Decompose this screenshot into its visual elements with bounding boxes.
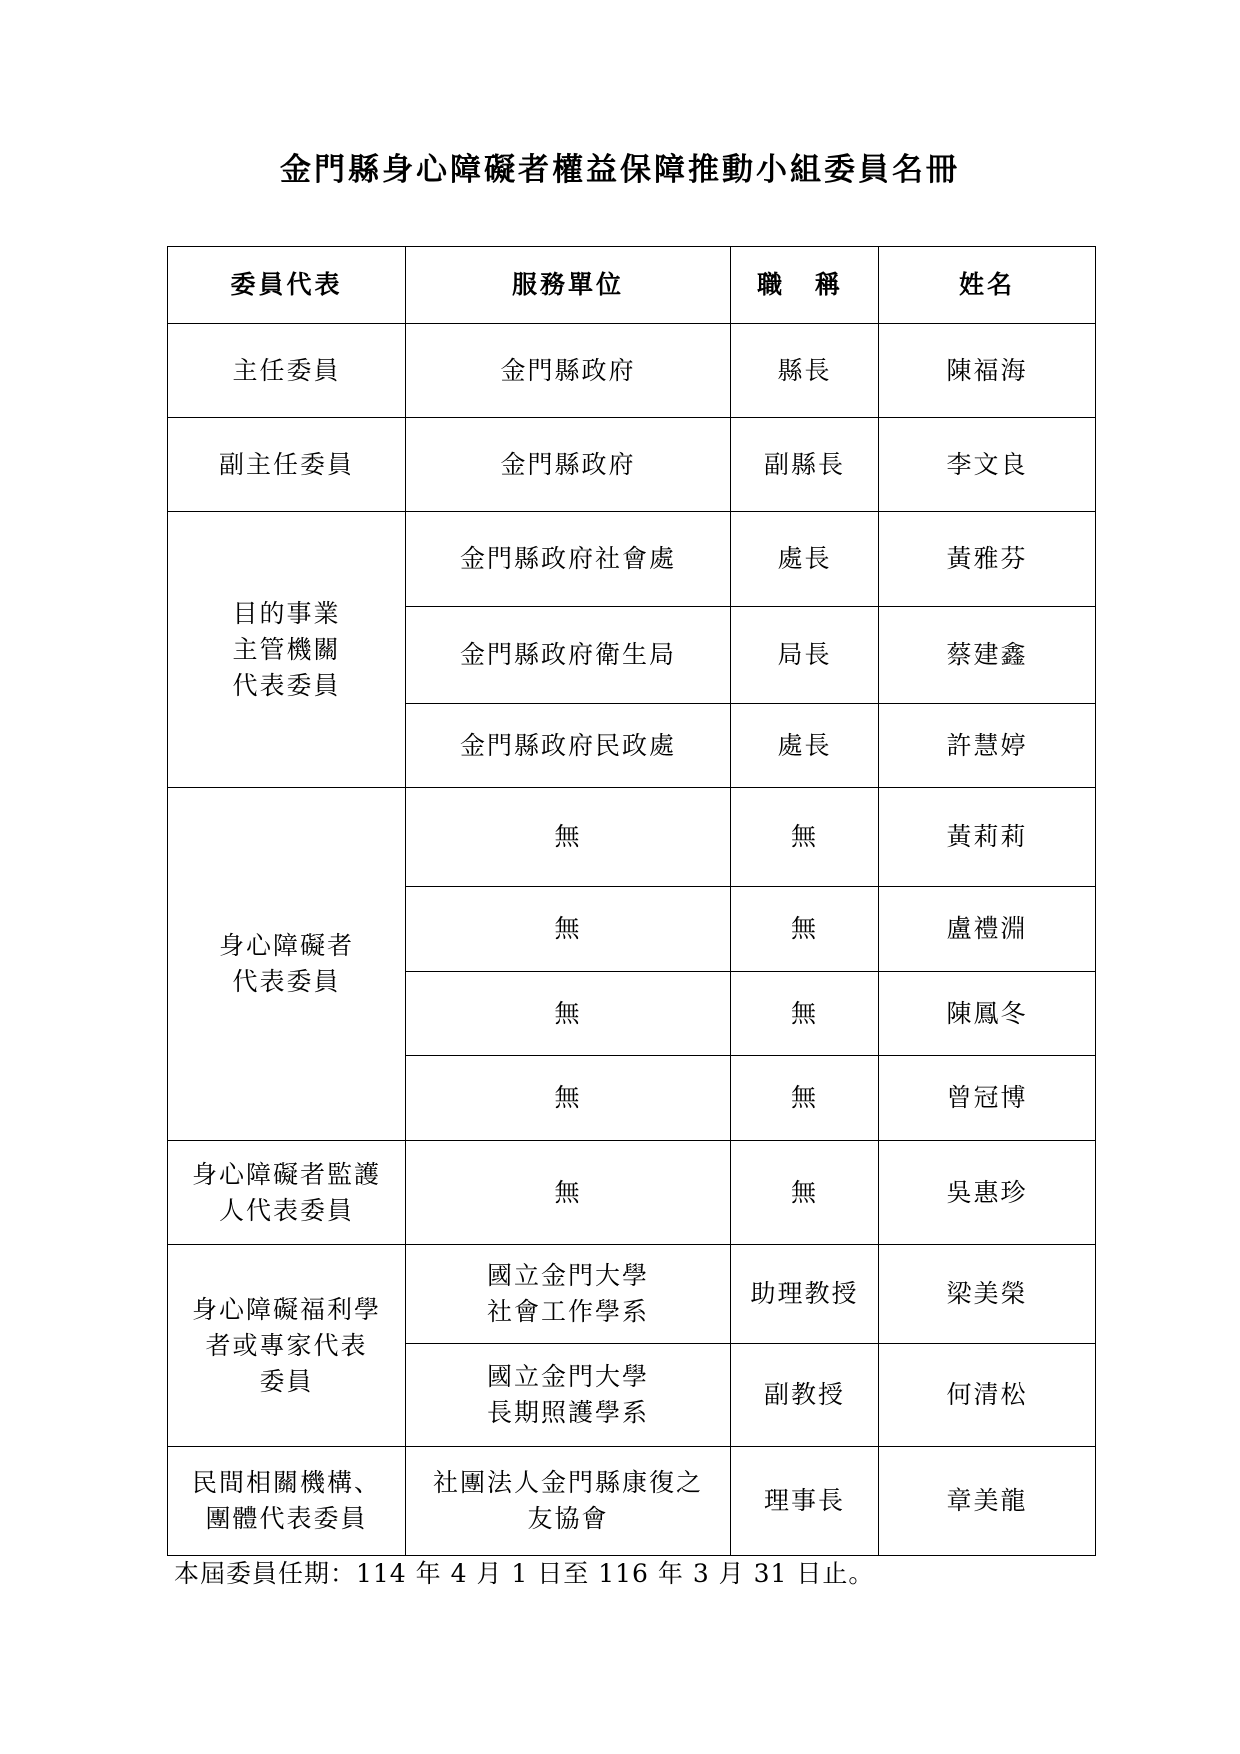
name-cell: 何清松 [879, 1344, 1096, 1447]
name-cell: 蔡建鑫 [879, 607, 1096, 704]
category-cell: 目的事業 主管機關 代表委員 [168, 512, 406, 788]
category-cell: 身心障礙者 代表委員 [168, 788, 406, 1141]
unit-cell: 無 [406, 1141, 731, 1245]
document-title: 金門縣身心障礙者權益保障推動小組委員名冊 [280, 152, 960, 188]
header-title: 職 稱 [731, 247, 879, 324]
category-cell: 主任委員 [168, 324, 406, 418]
title-cell: 助理教授 [731, 1245, 879, 1344]
title-cell: 處長 [731, 512, 879, 607]
term-footnote: 本屆委員任期：114 年 4 月 1 日至 116 年 3 月 31 日止。 [174, 1559, 875, 1588]
name-cell: 章美龍 [879, 1447, 1096, 1556]
category-cell: 副主任委員 [168, 418, 406, 512]
table-row [168, 1245, 1096, 1344]
unit-cell: 無 [406, 887, 731, 972]
name-cell: 吳惠珍 [879, 1141, 1096, 1245]
name-cell: 陳鳳冬 [879, 972, 1096, 1056]
name-cell: 陳福海 [879, 324, 1096, 418]
title-cell: 無 [731, 887, 879, 972]
title-cell: 無 [731, 1141, 879, 1245]
unit-cell: 國立金門大學 長期照護學系 [406, 1344, 731, 1447]
unit-cell: 金門縣政府衛生局 [406, 607, 731, 704]
unit-cell: 無 [406, 788, 731, 887]
unit-cell: 國立金門大學 社會工作學系 [406, 1245, 731, 1344]
name-cell: 黃雅芬 [879, 512, 1096, 607]
name-cell: 盧禮淵 [879, 887, 1096, 972]
unit-cell: 社團法人金門縣康復之 友協會 [406, 1447, 731, 1556]
category-cell: 身心障礙者監護 人代表委員 [168, 1141, 406, 1245]
table-header-row [168, 247, 1096, 324]
title-cell: 無 [731, 1056, 879, 1141]
title-cell: 理事長 [731, 1447, 879, 1556]
name-cell: 許慧婷 [879, 704, 1096, 788]
table-row [168, 1447, 1096, 1556]
table-row [168, 1141, 1096, 1245]
unit-cell: 金門縣政府 [406, 324, 731, 418]
category-cell: 民間相關機構、 團體代表委員 [168, 1447, 406, 1556]
unit-cell: 金門縣政府民政處 [406, 704, 731, 788]
name-cell: 梁美榮 [879, 1245, 1096, 1344]
unit-cell: 金門縣政府 [406, 418, 731, 512]
unit-cell: 金門縣政府社會處 [406, 512, 731, 607]
table-row [168, 788, 1096, 887]
name-cell: 李文良 [879, 418, 1096, 512]
title-cell: 無 [731, 972, 879, 1056]
title-cell: 副縣長 [731, 418, 879, 512]
table-row [168, 512, 1096, 607]
header-unit: 服務單位 [406, 247, 731, 324]
header-name: 姓名 [879, 247, 1096, 324]
name-cell: 曾冠博 [879, 1056, 1096, 1141]
name-cell: 黃莉莉 [879, 788, 1096, 887]
header-category: 委員代表 [168, 247, 406, 324]
title-cell: 處長 [731, 704, 879, 788]
title-cell: 無 [731, 788, 879, 887]
unit-cell: 無 [406, 972, 731, 1056]
title-cell: 局長 [731, 607, 879, 704]
committee-roster-table [167, 246, 1096, 1556]
title-cell: 副教授 [731, 1344, 879, 1447]
table-row [168, 324, 1096, 418]
category-cell: 身心障礙福利學 者或專家代表 委員 [168, 1245, 406, 1447]
unit-cell: 無 [406, 1056, 731, 1141]
table-row [168, 418, 1096, 512]
title-cell: 縣長 [731, 324, 879, 418]
